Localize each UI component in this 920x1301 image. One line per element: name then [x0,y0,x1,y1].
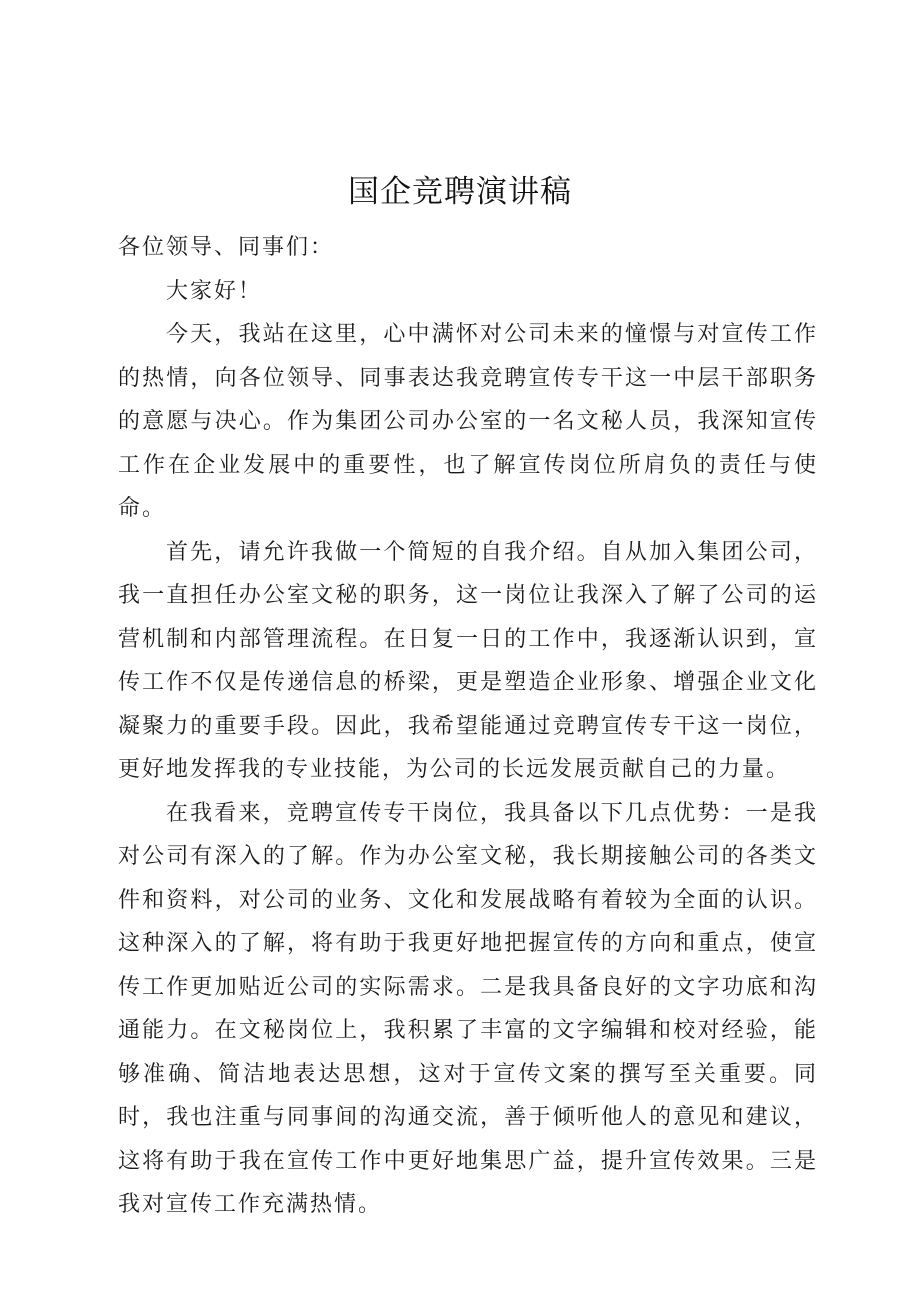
salutation: 各位领导、同事们： [118,235,335,260]
document-title: 国企竞聘演讲稿 [348,174,572,210]
document-body [118,226,818,1227]
paragraph-self-introduction: 首先，请允许我做一个简短的自我介绍。自从加入集团公司，我一直担任办公室文秘的职务，这一岗位让我深入了解了公司的运营机制和内部管理流程。在日复一日的工作中，我逐渐认识到，宣传工作不仅是传递信息的桥梁，更是塑造企业形象、增强企业文化凝聚力的重要手段。因此，我希望能通过竞聘宣传专干这一岗位，更好地发挥我的专业技能，为公司的长远发展贡献自己的力量。 [118,539,818,782]
greeting: 大家好！ [166,278,263,304]
paragraph-advantages: 在我看来，竞聘宣传专干岗位，我具备以下几点优势：一是我对公司有深入的了解。作为办公室文秘，我长期接触公司的各类文件和资料，对公司的业务、文化和发展战略有着较为全面的认识。这种深入的了解，将有助于我更好地把握宣传的方向和重点，使宣传工作更加贴近公司的实际需求。二是我具备良好的文字功底和沟通能力。在文秘岗位上，我积累了丰富的文字编辑和校对经验，能够准确、简洁地表达思想，这对于宣传文案的撰写至关重要。同时，我也注重与同事间的沟通交流，善于倾听他人的意见和建议，这将有助于我在宣传工作中更好地集思广益，提升宣传效果。三是我对宣传工作充满热情。 [118,800,818,1217]
paragraph-intro: 今天，我站在这里，心中满怀对公司未来的憧憬与对宣传工作的热情，向各位领导、同事表达我竞聘宣传专干这一中层干部职务的意愿与决心。作为集团公司办公室的一名文秘人员，我深知宣传工作在企业发展中的重要性，也了解宣传岗位所肩负的责任与使命。 [118,322,818,521]
